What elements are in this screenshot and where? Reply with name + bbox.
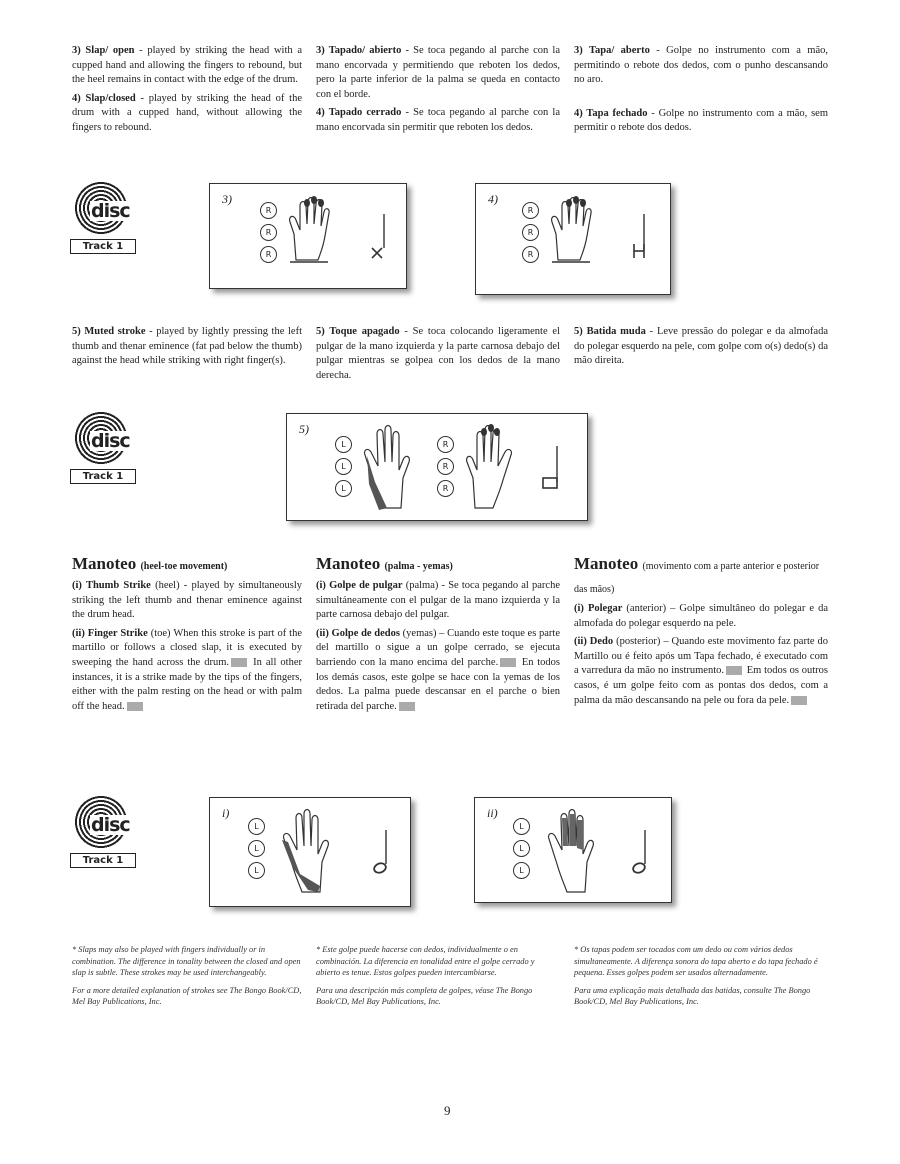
note-bracket-icon (624, 210, 654, 266)
pt-tapa-fechado: 4) Tapa fechado - Golpe no instrumento com a mão, sem permitir o rebote dos dedos. (574, 107, 828, 134)
hand-key-icon: L (335, 480, 352, 497)
figure-thumb-strike: i) L L L (209, 797, 411, 907)
pt-footnotes: * Os tapas podem ser tocados com um dedo ou com vários dedos simultaneamente. A diferença sonora do tapa aberto e do tapa fechado é pequena. Esses golpes podem ser usados alternadamente. Para uma explicação mais detalhada das batidas, consulte The Bongo Book/CD, Mel Bay Publications, Inc. (574, 945, 818, 1007)
audio-marker-icon (127, 702, 143, 711)
es-tapado-cerrado: 4) Tapado cerrado - Se toca pegando al parche con la mano encorvada sin permitir que reboten los dedos. (316, 107, 560, 133)
figure-slap-open: 3) R R R (209, 183, 407, 289)
audio-disc-track-icon: disc Track 1 (70, 181, 140, 261)
hand-key-icon: R (260, 202, 277, 219)
es-manoteo: Manoteo (palma - yemas) (i) Golpe de pulgar (palma) - Se toca pegando al parche simultáneamente con el pulgar de la mano izquierda y la parte carnosa debajo del pulgar. (ii) Golpe de dedos (yemas) – Cuando este toque es parte del martillo o sigue a un golpe cerrado, se ejecuta barriendo con la mano encima del parche. En todos los demás casos, este golpe se hace con la yemas de los dedos. La palma puede descansar en el parche o bien retirada del parche. (316, 554, 561, 712)
en-slap-open: 3) Slap/ open - played by striking the head with a cupped hand and allowing the fingers to rebound, but the heel remains in contact with the edge of the drum. (72, 45, 302, 86)
es-footnotes: * Este golpe puede hacerse con dedos, individualmente o en combinación. La diferencia en tonalidad entre el golpe cerrado y abierto es tenue. Estos golpes pueden intercambiarse. Para una descripción más completa de golpes, véase The Bongo Book/CD, Mel Bay Publications, Inc. (316, 945, 535, 1007)
hand-key-icon: R (522, 202, 539, 219)
figure-muted-stroke: 5) L L L R R R (286, 413, 588, 521)
pt-manoteo: Manoteo (movimento com a parte anterior e posterior das mãos) (i) Polegar (anterior) – Golpe simultâneo do polegar e da almofada do polegar esquerdo na pele. (ii) Dedo (posterior) – Quando este movimento faz parte do Martillo ou é feito após um Tapa fechado, é executado com a varredura da mão no instrumento. Em todos os outros casos, é um golpe feito com as pontas dos dedos, com a palma da mão descansando na pele ou fora da pele. (574, 554, 829, 706)
hand-key-icon: R (260, 224, 277, 241)
es-text-slaps (316, 44, 560, 136)
pt-text-slaps (574, 44, 828, 136)
track-label: Track 1 (70, 239, 136, 254)
hand-key-icon: L (248, 840, 265, 857)
es-manoteo-title: Manoteo (316, 554, 381, 573)
note-x-icon (362, 210, 392, 266)
track-label: Track 1 (70, 469, 136, 484)
audio-disc-track-icon: disc Track 1 (70, 795, 140, 875)
en-text-slaps (72, 44, 302, 136)
left-hand-icon (535, 806, 615, 896)
hand-icon (544, 194, 624, 266)
pt-batida-muda: 5) Batida muda - Leve pressão do polegar e da almofada do polegar esquerdo na pele, com golpe com o(s) dedo(s) da mão direita. (574, 326, 828, 367)
left-hand-icon (357, 422, 427, 512)
right-hand-icon (459, 422, 529, 512)
hand-key-icon: L (248, 862, 265, 879)
audio-marker-icon (791, 696, 807, 705)
hand-icon (282, 194, 362, 266)
pt-manoteo-title: Manoteo (574, 554, 639, 573)
hand-key-icon: L (513, 818, 530, 835)
hand-key-icon: L (335, 458, 352, 475)
en-slap-closed: 4) Slap/closed - played by striking the head of the drum with a cupped hand, without allowing the fingers to rebound. (72, 92, 302, 133)
audio-disc-track-icon: disc Track 1 (70, 411, 140, 491)
audio-marker-icon (726, 666, 742, 675)
audio-marker-icon (500, 658, 516, 667)
hand-key-icon: L (513, 840, 530, 857)
figure-finger-strike: ii) L L L (474, 797, 672, 903)
left-hand-icon (270, 806, 350, 896)
note-open-head-icon (625, 826, 655, 882)
en-muted-stroke: 5) Muted stroke - played by lightly pressing the left thumb and thenar eminence (fat pad below the thumb) against the head while striking with right finger(s). (72, 326, 302, 367)
audio-marker-icon (231, 658, 247, 667)
pt-tapa-aberto: 3) Tapa/ aberto - Golpe no instrumento com a mão, permitindo o rebote dos dedos, com o punho descansando no aro. (574, 45, 828, 86)
hand-key-icon: L (335, 436, 352, 453)
en-manoteo: Manoteo (heel-toe movement) (i) Thumb Strike (heel) - played by simultaneously striking the left thumb and thenar eminence against the drum head. (ii) Finger Strike (toe) When this stroke is part of the martillo or follows a closed slap, it is executed by sweeping the hand across the drum. In all other instances, it is a strike made by the tips of the fingers, either with the palm resting on the head or with palm off the head. (72, 554, 303, 712)
hand-key-icon: L (513, 862, 530, 879)
en-manoteo-title: Manoteo (72, 554, 137, 573)
note-open-head-icon (366, 826, 396, 882)
figure-slap-closed: 4) R R R (475, 183, 671, 295)
hand-key-icon: R (437, 436, 454, 453)
es-tapado-abierto: 3) Tapado/ abierto - Se toca pegando al parche con la mano encorvada y permitiendo que reboten los dedos, pero la parte inferior de la palma se queda en contacto con el borde. (316, 45, 560, 100)
hand-key-icon: R (260, 246, 277, 263)
hand-key-icon: R (437, 458, 454, 475)
note-muted-icon (533, 442, 567, 498)
hand-key-icon: R (437, 480, 454, 497)
audio-marker-icon (399, 702, 415, 711)
en-footnotes: * Slaps may also be played with fingers individually or in combination. The difference in tonality between the closed and open slap is subtle. These strokes may be used interchangeably. For a more detailed explanation of strokes see The Bongo Book/CD, Mel Bay Publications, Inc. (72, 945, 302, 1007)
track-label: Track 1 (70, 853, 136, 868)
es-toque-apagado: 5) Toque apagado - Se toca colocando ligeramente el pulgar de la mano izquierda y la parte carnosa debajo del pulgar mientras se golpea con los dedos de la mano derecha. (316, 326, 560, 381)
page-number: 9 (444, 1103, 451, 1118)
hand-key-icon: L (248, 818, 265, 835)
hand-key-icon: R (522, 246, 539, 263)
hand-key-icon: R (522, 224, 539, 241)
